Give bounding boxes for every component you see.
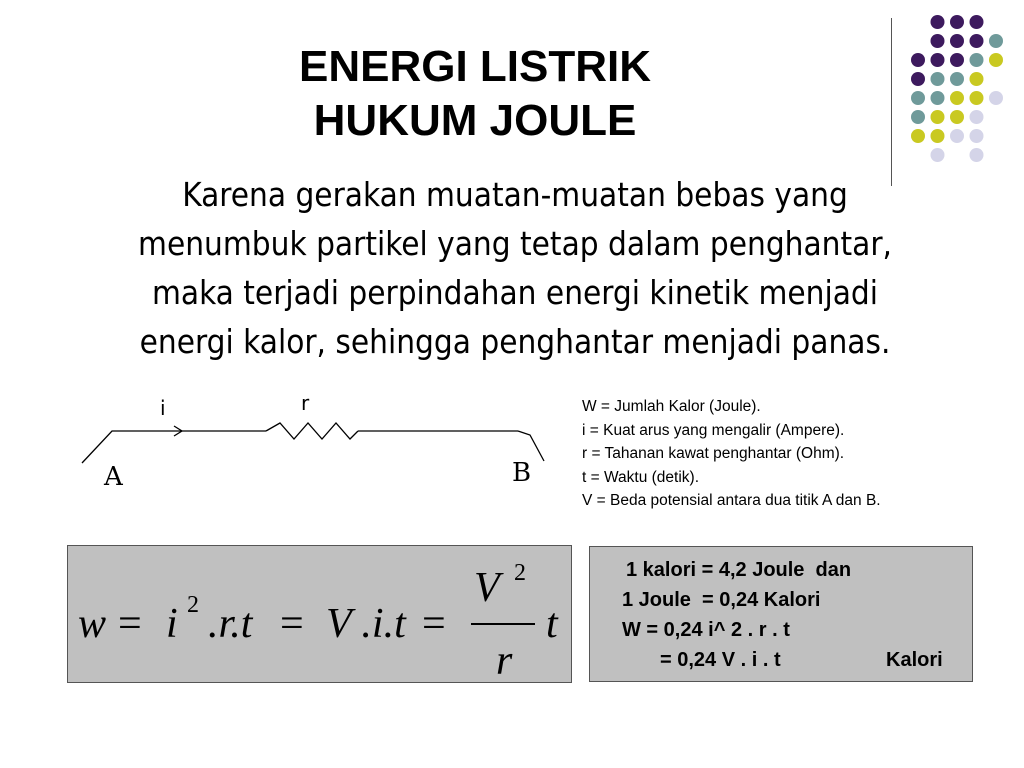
decorative-dot [970,129,984,143]
info-line-2: 1 Joule = 0,24 Kalori [622,589,821,611]
definition-item: W = Jumlah Kalor (Joule). [582,398,761,415]
decorative-dot [970,15,984,29]
decorative-dot [970,72,984,86]
definition-item: i = Kuat arus yang mengalir (Ampere). [582,421,845,439]
formula-vit: V .i.t [326,601,406,647]
decorative-dot [911,110,925,124]
resistor-zigzag [266,423,358,439]
paragraph-line: menumbuk partikel yang tetap dalam penghantar, [138,224,892,263]
definition-item: t = Waktu (detik). [582,468,699,486]
decorative-dot [950,53,964,67]
decorative-dot [931,34,945,48]
slide-title [150,40,800,148]
decorative-dot [989,91,1003,105]
formula-eq-1: = [118,601,142,647]
decorative-dot [989,53,1003,67]
decorative-dot [911,129,925,143]
decorative-dot [931,148,945,162]
decorative-dot [911,53,925,67]
decorative-dot [989,34,1003,48]
info-line-3: W = 0,24 i^ 2 . r . t [622,619,790,641]
decorative-dot [970,148,984,162]
decorative-dot [931,53,945,67]
definition-item: V = Beda potensial antara dua titik A dan B. [582,492,881,509]
formula-box [67,545,572,683]
formula-numerator-v: V [474,565,500,611]
point-b-label: B [512,458,532,488]
paragraph-line: Karena gerakan muatan-muatan bebas yang [182,175,848,214]
title-line-2: HUKUM JOULE [313,96,637,145]
wire-right-lead [518,431,544,461]
decorative-dot [931,72,945,86]
wire-left-lead [82,431,180,463]
resistor-label: r [301,391,310,415]
decorative-dot [970,34,984,48]
info-line-1: 1 kalori = 4,2 Joule dan [626,559,852,581]
formula-t: t [546,601,558,647]
decorative-dot [950,72,964,86]
title-line-1: ENERGI LISTRIK [298,42,652,91]
current-label: i [160,396,166,420]
definitions-list [582,395,1012,513]
decorative-dot [970,110,984,124]
formula-denominator-r: r [496,638,513,684]
decorative-dot [931,91,945,105]
decorative-dot [970,91,984,105]
definition-item: r = Tahanan kawat penghantar (Ohm). [582,445,845,462]
decorative-vertical-line [891,18,892,186]
decorative-dot [911,91,925,105]
formula-eq-3: = [422,601,446,647]
decorative-dot [911,72,925,86]
formula-exponent: 2 [187,592,199,618]
decorative-dot [970,53,984,67]
formula-numerator-exponent: 2 [514,560,526,586]
decorative-dot [950,34,964,48]
joule-formula [68,546,573,684]
point-a-label: A [104,462,123,492]
circuit-diagram [70,385,560,495]
info-line-4-unit: Kalori [886,649,943,671]
decorative-dot [931,110,945,124]
decorative-dot [950,110,964,124]
info-line-4-value: = 0,24 V . i . t [660,649,781,671]
paragraph-line: maka terjadi perpindahan energi kinetik menjadi [151,273,879,312]
decorative-dot [931,129,945,143]
decorative-dot [950,15,964,29]
paragraph [40,170,990,366]
formula-rt: .r.t [208,601,253,647]
formula-w: w [78,601,107,647]
paragraph-line: energi kalor, sehingga penghantar menjadi panas. [139,322,891,361]
formula-i: i [166,601,178,647]
formula-eq-2: = [280,601,304,647]
decorative-dot [931,15,945,29]
decorative-dot [950,91,964,105]
conversion-box [589,546,973,682]
decorative-dot [950,129,964,143]
